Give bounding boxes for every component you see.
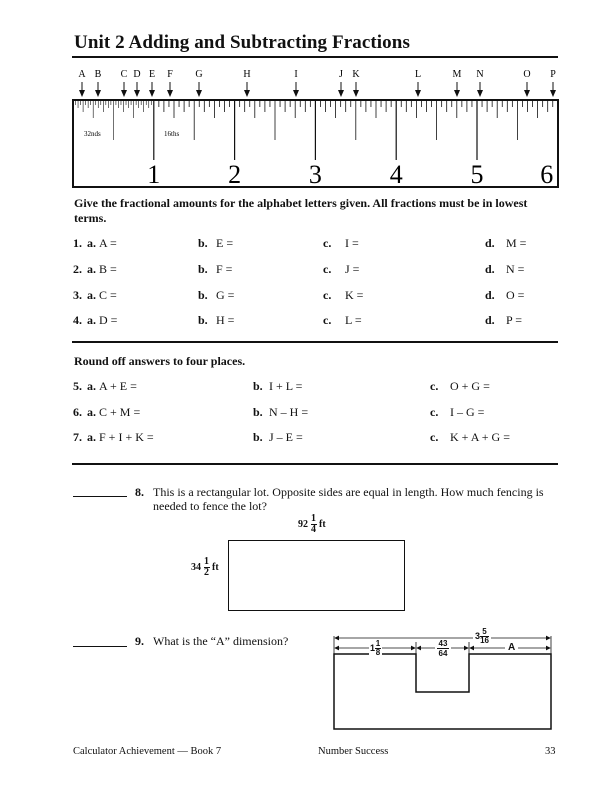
ruler-letter: C (120, 69, 128, 80)
part-outline (334, 654, 551, 729)
question-c: O + G = (450, 379, 490, 393)
part-label-b: b. (253, 430, 263, 444)
ruler-arrow-head (477, 90, 483, 97)
part-label-c: c. (323, 262, 332, 276)
ruler-number: 5 (470, 160, 484, 189)
part-label-b: b. (198, 262, 208, 276)
dim-left-label (369, 640, 382, 657)
part-label-c: c. (323, 313, 332, 327)
ruler-letter: P (550, 69, 556, 80)
ruler-label-16ths: 16ths (164, 130, 180, 138)
ruler-ticks (76, 100, 553, 160)
lot-top-unit: ft (319, 518, 326, 530)
part-label-b: b. (198, 236, 208, 250)
ruler-number: 1 (147, 160, 161, 189)
ruler-letter: E (148, 69, 156, 80)
part-label-c: c. (430, 379, 439, 393)
question-d: M = (506, 236, 527, 250)
dim-total-fraction (480, 628, 489, 645)
question-b: F = (216, 262, 233, 276)
question-b: G = (216, 288, 235, 302)
dim-total-denominator: 16 (480, 636, 489, 645)
part-label-b: b. (253, 405, 263, 419)
dim-total-numerator: 5 (482, 627, 487, 636)
rectangular-lot (228, 540, 405, 611)
ruler-arrow-head (244, 90, 250, 97)
part-label-d: d. (485, 262, 495, 276)
part-label-c: c. (430, 430, 439, 444)
problem9-number: 9. (135, 634, 144, 648)
dim-a-label: A (505, 642, 518, 653)
question-c: I – G = (450, 405, 485, 419)
ruler-letter: D (133, 69, 141, 80)
dim-left-denominator: 8 (375, 648, 381, 657)
question-a: C + M = (99, 405, 141, 419)
ruler-diagram (0, 0, 612, 200)
ruler-letter: K (352, 69, 360, 80)
ruler-arrow-head (454, 90, 460, 97)
ruler-arrow-head (121, 90, 127, 97)
ruler-arrow-head (293, 90, 299, 97)
section2-instruction: Round off answers to four places. (74, 354, 246, 368)
question-a: F + I + K = (99, 430, 154, 444)
problem9-text: What is the “A” dimension? (153, 634, 289, 648)
footer-section: Number Success (318, 746, 389, 757)
question-a: A + E = (99, 379, 137, 393)
dim-mid-label (435, 639, 451, 658)
lot-side-dimension (191, 557, 219, 578)
ruler-arrow-head (149, 90, 155, 97)
ruler-number: 3 (308, 160, 322, 189)
ruler-arrow-head (338, 90, 344, 97)
part-label-c: c. (323, 236, 332, 250)
lot-side-unit: ft (212, 561, 219, 573)
dim-mid-denominator: 64 (438, 649, 448, 658)
ruler-letters (78, 69, 556, 80)
lot-side-denominator: 2 (204, 567, 209, 578)
ruler-letter: M (452, 69, 462, 80)
question-number: 2. (73, 262, 82, 276)
page-number: 33 (545, 746, 556, 757)
answer-blank-8[interactable] (73, 496, 127, 497)
question-b: I + L = (269, 379, 303, 393)
dim-left-whole: 1 (370, 642, 376, 653)
lot-side-whole: 34 (191, 561, 201, 573)
ruler-arrow-head (79, 90, 85, 97)
question-d: P = (506, 313, 522, 327)
ruler-letter: G (195, 69, 203, 80)
question-c: I = (345, 236, 359, 250)
question-number: 1. (73, 236, 82, 250)
ruler-arrow-head (167, 90, 173, 97)
ruler-letter: F (167, 69, 173, 80)
ruler-arrow-head (353, 90, 359, 97)
question-d: N = (506, 262, 525, 276)
ruler-number: 6 (540, 160, 554, 189)
lot-side-fraction (204, 557, 210, 578)
question-a: C = (99, 288, 117, 302)
dim-left-fraction (375, 640, 381, 657)
ruler-letter: J (339, 69, 343, 80)
question-number: 3. (73, 288, 82, 302)
part-label-a: a. (87, 262, 96, 276)
part-label-b: b. (253, 379, 263, 393)
ruler-number: 4 (389, 160, 403, 189)
lot-top-denominator: 4 (311, 524, 316, 535)
dim-total-whole: 3 (475, 630, 481, 641)
question-number: 4. (73, 313, 82, 327)
question-c: K + A + G = (450, 430, 510, 444)
question-d: O = (506, 288, 525, 302)
part-label-d: d. (485, 236, 495, 250)
problem8-text: This is a rectangular lot. Opposite sides are equal in length. How much fencing is needed to fence the lot? (153, 485, 544, 513)
part-label-c: c. (323, 288, 332, 302)
lot-top-dimension (298, 514, 326, 535)
section1-instruction: Give the fractional amounts for the alphabet letters given. All fractions must be in lowest terms. (74, 196, 528, 225)
ruler-arrows (79, 82, 556, 97)
question-b: E = (216, 236, 234, 250)
ruler-arrow-head (524, 90, 530, 97)
lot-side-numerator: 1 (204, 556, 209, 567)
ruler-numbers (147, 160, 553, 189)
lot-top-whole: 92 (298, 518, 308, 530)
ruler-number: 2 (228, 160, 242, 189)
ruler-letter: I (294, 69, 298, 80)
question-number: 6. (73, 405, 82, 419)
dim-mid-fraction (437, 639, 449, 658)
lot-top-numerator: 1 (311, 513, 316, 524)
question-c: K = (345, 288, 364, 302)
dim-total-label (473, 628, 491, 645)
ruler-arrow-head (95, 90, 101, 97)
part-label-a: a. (87, 288, 96, 302)
footer-book: Calculator Achievement — Book 7 (73, 746, 222, 757)
ruler-letter: H (243, 69, 251, 80)
ruler-letter: N (476, 69, 484, 80)
ruler-arrow-head (415, 90, 421, 97)
ruler-letter: A (78, 69, 86, 80)
question-b: N – H = (269, 405, 309, 419)
part-label-a: a. (87, 430, 96, 444)
section2-divider (72, 463, 558, 465)
part-label-b: b. (198, 288, 208, 302)
part-label-a: a. (87, 379, 96, 393)
part-label-a: a. (87, 313, 96, 327)
lot-top-fraction (311, 514, 317, 535)
question-a: D = (99, 313, 118, 327)
question-b: J – E = (269, 430, 303, 444)
ruler-arrow-head (196, 90, 202, 97)
page-title: Unit 2 Adding and Subtracting Fractions (74, 32, 410, 53)
part-label-b: b. (198, 313, 208, 327)
part-label-d: d. (485, 288, 495, 302)
answer-blank-9[interactable] (73, 646, 127, 647)
ruler-letter: O (523, 69, 531, 80)
question-a: A = (99, 236, 117, 250)
part-label-a: a. (87, 236, 96, 250)
question-a: B = (99, 262, 117, 276)
dim-left-numerator: 1 (375, 639, 381, 648)
question-number: 7. (73, 430, 82, 444)
ruler-label-32nds: 32nds (84, 130, 101, 138)
problem8-number: 8. (135, 485, 144, 499)
section1-divider (72, 341, 558, 343)
dim-mid-numerator: 43 (438, 639, 448, 648)
question-number: 5. (73, 379, 82, 393)
ruler-letter: B (94, 69, 102, 80)
ruler-arrow-head (550, 90, 556, 97)
ruler-arrow-head (134, 90, 140, 97)
part-label-c: c. (430, 405, 439, 419)
question-c: L = (345, 313, 362, 327)
question-b: H = (216, 313, 235, 327)
part-label-a: a. (87, 405, 96, 419)
question-c: J = (345, 262, 360, 276)
ruler-letter: L (414, 69, 422, 80)
part-label-d: d. (485, 313, 495, 327)
